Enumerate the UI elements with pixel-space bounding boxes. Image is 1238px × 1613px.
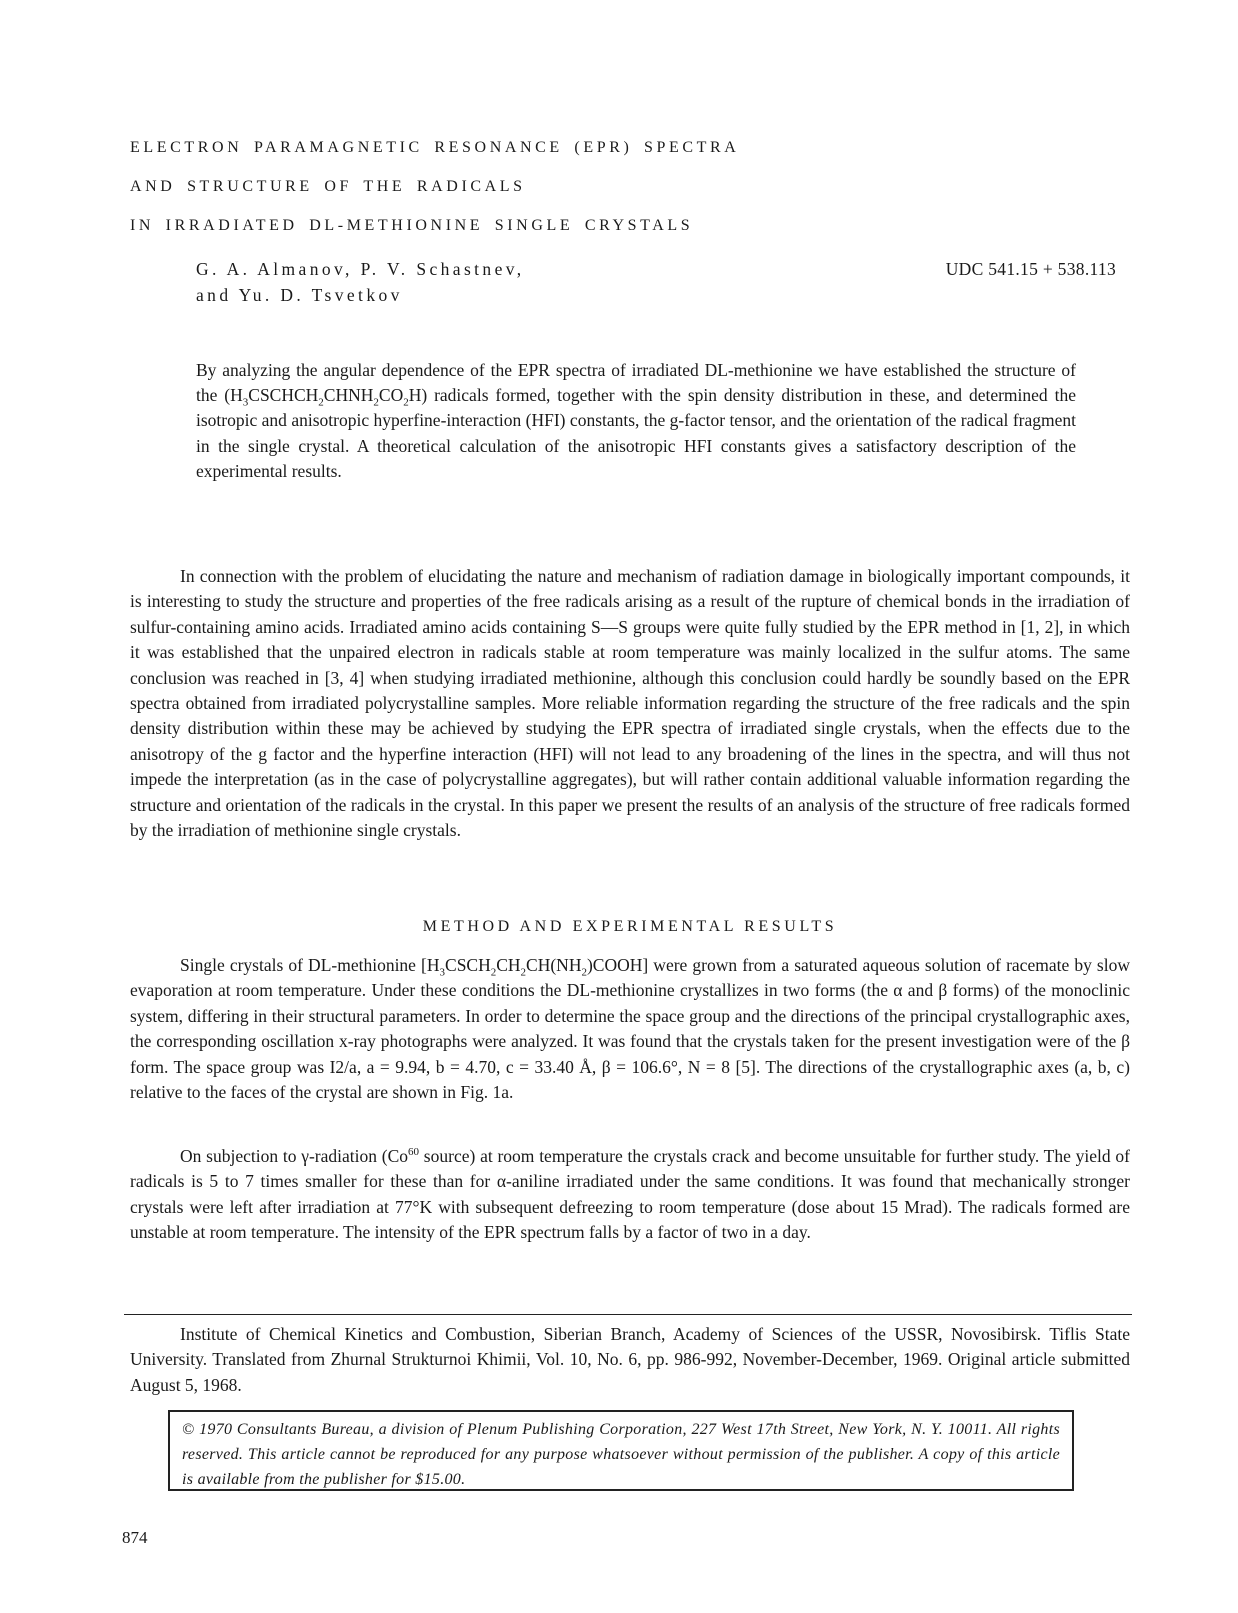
author-list <box>196 256 525 308</box>
affiliation-footnote: Institute of Chemical Kinetics and Combustion, Siberian Branch, Academy of Sciences of the USSR, Novosibirsk. Tiflis State University. Translated from Zhurnal Strukturnoi Khimii, Vol. 10, No. 6, pp. 986-992, November-December, 1969. Original article submitted August 5, 1968. <box>130 1324 1130 1395</box>
footnote-rule <box>124 1314 1132 1315</box>
abstract: By analyzing the angular dependence of the EPR spectra of irradiated DL-methionine we have established the structure of the $(H_3CSCHCH_2CHNH_2CO_2H)$ radicals formed, together with the spin density distribution in these, and determined the isotropic and anisotropic hyperfine-interaction (HFI) constants, the g-factor tensor, and the orientation of the radical fragment in the single crystal. A theoretical calculation of the anisotropic HFI constants gives a satisfactory description of the experimental results. <box>196 360 1076 481</box>
authors-line-2: and Yu. D. Tsvetkov <box>196 285 403 305</box>
article-title <box>130 128 739 245</box>
title-line-3: IN IRRADIATED DL-METHIONINE SINGLE CRYSTALS <box>130 217 694 234</box>
copyright-notice: © 1970 Consultants Bureau, a division of Plenum Publishing Corporation, 227 West 17th Street, New York, N. Y. 10011. All rights reserved. This article cannot be reproduced for any purpose whatsoever without permission of the publisher. A copy of this article is available from the publisher for $15.00. <box>168 1410 1074 1491</box>
title-line-2: AND STRUCTURE OF THE RADICALS <box>130 178 526 195</box>
radiation-paragraph: On subjection to γ-radiation (Co$^{60}$ source) at room temperature the crystals crack and become unsuitable for further study. The yield of radicals is 5 to 7 times smaller for these than for α-aniline irradiated under the same conditions. It was found that mechanically stronger crystals were left after irradiation at 77°K with subsequent defreezing to room temperature (dose about 15 Mrad). The radicals formed are unstable at room temperature. The intensity of the EPR spectrum falls by a factor of two in a day. <box>130 1146 1130 1243</box>
title-line-1: ELECTRON PARAMAGNETIC RESONANCE (EPR) SPECTRA <box>130 139 740 156</box>
section-heading: METHOD AND EXPERIMENTAL RESULTS <box>422 918 838 935</box>
page-number: 874 <box>122 1528 148 1547</box>
authors-line-1: G. A. Almanov, P. V. Schastnev, <box>196 259 525 279</box>
udc-code: UDC 541.15 + 538.113 <box>945 259 1116 279</box>
intro-paragraph: In connection with the problem of elucidating the nature and mechanism of radiation damage in biologically important compounds, it is interesting to study the structure and properties of the free radicals arising as a result of the rupture of chemical bonds in the irradiation of sulfur-containing amino acids. Irradiated amino acids containing S—S groups were quite fully studied by the EPR method in [1, 2], in which it was established that the unpaired electron in radicals stable at room temperature was mainly localized in the sulfur atoms. The same conclusion was reached in [3, 4] when studying irradiated methionine, although this conclusion could hardly be soundly based on the EPR spectra obtained from irradiated polycrystalline samples. More reliable information regarding the structure of the free radicals and the spin density distribution within these may be achieved by studying the EPR spectra of irradiated single crystals, when the effects due to the anisotropy of the g factor and the hyperfine interaction (HFI) will not lead to any broadening of the lines in the spectra, and will thus not impede the interpretation (as in the case of polycrystalline aggregates), but will rather contain additional valuable information regarding the structure and orientation of the radicals in the crystal. In this paper we present the results of an analysis of the structure of free radicals formed by the irradiation of methionine single crystals. <box>130 566 1130 841</box>
method-paragraph: Single crystals of DL-methionine $[H_3CSCH_2CH_2CH(NH_2)COOH]$ were grown from a saturated aqueous solution of racemate by slow evaporation at room temperature. Under these conditions the DL-methionine crystallizes in two forms (the α and β forms) of the monoclinic system, differing in their structural parameters. In order to determine the space group and the directions of the principal crystallographic axes, the corresponding oscillation x-ray photographs were analyzed. It was found that the crystals taken for the present investigation were of the β form. The space group was I2/a, a = 9.94, b = 4.70, c = 33.40 Å, β = 106.6°, N = 8 [5]. The directions of the crystallographic axes (a, b, c) relative to the faces of the crystal are shown in Fig. 1a. <box>130 955 1130 1103</box>
